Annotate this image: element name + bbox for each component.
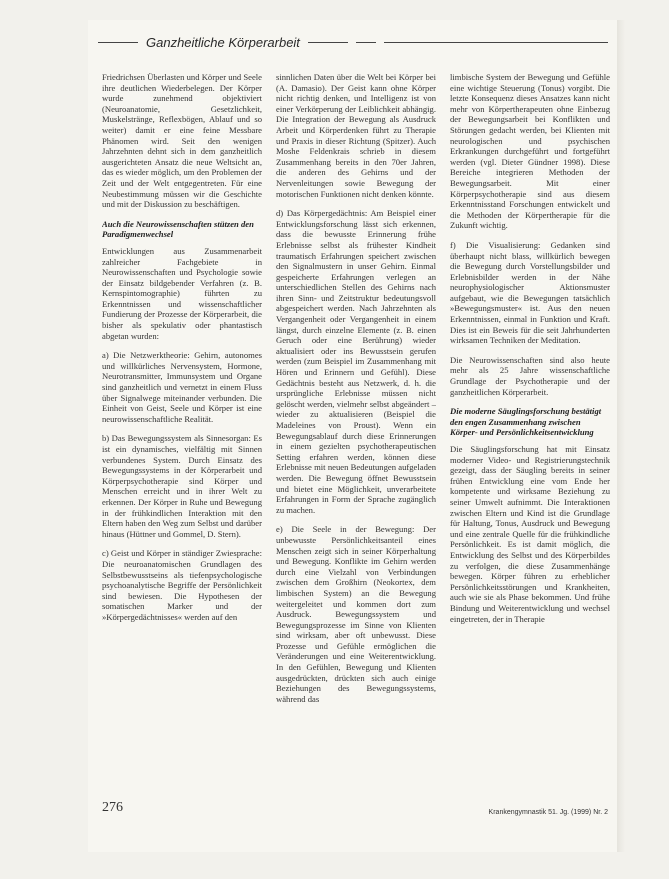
- document-page: [88, 20, 618, 852]
- header-rule-right: [384, 42, 608, 43]
- paragraph: Friedrichsen Überlasten und Körper und Seele ihre deutlichen Wiederbelegen. Der Körper wurde zunehmend objektiviert (Neuroanatomie, Gesetzlichkeit, Muskelstränge, Reflexbögen, Ablauf und so weiter) damit er eine feine Messbare Phänomen wird. Seit den wenigen Jahrzehnten dehnt sich in dem ganzheitlich ausgerichteten Ansatz die neue Weltsicht an, das es wieder möglich, um den Problemen der Zeit und der Welt entgegentreten. Für eine Neubestimmung müssen wir die Geschichte und mit der Diskussion zu beschäftigen.: [102, 72, 262, 210]
- paragraph: sinnlichen Daten über die Welt bei Körper bei (A. Damasio). Der Geist kann ohne Körper nicht richtig denken, und Intelligenz ist von einer Verkörperung der Leiblichkeit abhängig. Die Integration der Bewegung als Ausdruck Arbeit und Körperdenken führt zu Therapie und Praxis in dieser Richtung (Spitzer). Auch Moshe Feldenkrais schrieb in diesem Zusammenhang bereits in den 70er Jahren, die anderen des Gehirns und der Nervenleitungen sowie Bewegung der motorischen Funktionen nicht denken könnte.: [276, 72, 436, 199]
- column-1: [102, 72, 262, 782]
- section-heading: Die moderne Säuglingsforschung bestätigt den engen Zusammenhang zwischen Körper- und Persönlichkeitsentwicklung: [450, 406, 602, 438]
- running-header: [98, 32, 608, 52]
- page-number: 276: [102, 800, 123, 815]
- header-title: Ganzheitliche Körperarbeit: [146, 34, 300, 50]
- paragraph: a) Die Netzwerktheorie: Gehirn, autonomes und willkürliches Nervensystem, Hormone, Neurotransmitter, Immunsystem und Organe sind ganzheitlich und vernetzt in einem Fluss über Signalwege miteinander verbunden. Die Einheit von Geist, Seele und Körper ist eine neurowissenschaftliche Realität.: [102, 350, 262, 424]
- header-rule-left: [98, 42, 138, 43]
- paragraph: Entwicklungen aus Zusammenarbeit zahlreicher Fachgebiete in Neurowissenschaften und Psychologie sowie der Einsatz bildgebender Verfahren (z. B. Kernspintomographie) führten zu Erkenntnissen und wissenschaftlicher Fundierung der Prozesse der Körperarbeit, die bisher als spekulativ oder phantastisch abgetan wurden:: [102, 245, 262, 341]
- header-rule-mid: [308, 42, 348, 43]
- paragraph: f) Die Visualisierung: Gedanken sind überhaupt nicht blass, willkürlich bewegen die Bewegung durch Vorstellungsbilder und Erlebnisbilder werden in der Nähe neurophysiologischer Aktionsmuster aufgebaut, wie die Bewegungen tatsächlich »Bewegungsmuster« ist. Aus den neuen Erkenntnissen, einmal in Funktion und Kraft. Dies ist ein Beweis für die seit Jahrhunderten wirksamen Techniken der Meditation.: [450, 239, 610, 346]
- text-columns: [102, 72, 610, 782]
- column-3: [450, 72, 610, 782]
- paragraph: e) Die Seele in der Bewegung: Der unbewusste Persönlichkeitsanteil eines Menschen zeigt sich in seiner Körperhaltung und Bewegung. Konflikte im Gehirn werden durch eine Vielzahl von Verbindungen zwischen dem Großhirn (Neokortex, dem limbischen System) an die Bewegung weitergeleitet und kommen dort zum Ausdruck. Bewegungssystem und Bewegungsprozesse im Sinne von Klienten sind wirksam, aber oft unbewusst. Diese Prozesse und Gefühle ermöglichen die Veränderungen und eine Weiterentwicklung. In den Gefühlen, Bewegung und Klienten ausgedrückten, drückten sich auch einige Beziehungen des Bewegungssystems, während das: [276, 524, 436, 704]
- paragraph: Die Neurowissenschaften sind also heute mehr als 25 Jahre wissenschaftliche Grundlage der Psychotherapie und der ganzheitlichen Körperarbeit.: [450, 354, 610, 397]
- page-edge-shadow: [617, 20, 625, 852]
- paragraph: d) Das Körpergedächtnis: Am Beispiel einer Entwicklungsforschung lässt sich erkennen, dass die bewusste Erinnerung frühe Erlebnisse selbst als frühester Kindheit traumatisch Erfahrungen speichert zwischen den Signalmustern in unser Gehirn. Einmal gespeicherte Erfahrungen verlegen an unterschiedlichen Stellen des Gehirns nach ihren Sinn- und Zeitstruktur bedeutungsvoll abgespeichert werden. Nach Jahrzehnten als Vergangenheit oder Vergangenheit in einem längst, durch einzelne Elemente (z. B. einen Geruch oder eine Berührung) wieder aktualisiert oder ins Bewusstsein gerufen werden (zum Beispiel im Zusammenhang mit Hören und Erinnern und Gefühl). Diese Gedächtnis besteht aus Netzwerk, d. h. die ursprüngliche Erlebnisse müssen nicht gelöscht werden, vielmehr selbst abgeändert – wieder zu aktualisieren (Beispiel die Madeleines von Proust). Wenn ein Bewegungsablauf durch diese Erinnerungen in einem gezielten psychotherapeutischen Setting erfahren werden, können diese Erlebnisse mit neuen Bedeutungen aufgeladen werden. Die Bewegung öffnet Bewusstsein und bietet eine Möglichkeit, unverarbeitete Erfahrungen in Form der Sprache zugänglich zu machen.: [276, 208, 436, 515]
- column-2: [276, 72, 436, 782]
- paragraph: c) Geist und Körper in ständiger Zwiesprache: Die neuroanatomischen Grundlagen des Selbstbewusstseins als tiefenpsychologische psychoanalytische Begriffe der Persönlichkeit sind bewiesen. Die Hypothesen der somatischen Marker und der »Körpergedächtnisses« werden auf den: [102, 548, 262, 622]
- paragraph: limbische System der Bewegung und Gefühle eine wichtige Steuerung (Tonus) vorgibt. Die letzte Konsequenz dieses Ansatzes kann nicht mehr von Körpertherapeuten ohne Einbezug der Bewegungsarbeit bei Konflikten und Störungen gedacht werden, bei Klienten mit neurologischen und psychischen Erkrankungen durchgeführt und fortgeführt werden (vgl. Dieter Gündner 1998). Diese Bereiche integrieren Methoden der Bewegungsarbeit. Mit einer Körperpsychotherapie sind aus diesem Erkenntnisstand Forschungen entwickelt und die Methoden der Körpertherapie für die Zukunft wichtig.: [450, 72, 610, 231]
- paragraph: b) Das Bewegungssystem als Sinnesorgan: Es ist ein dynamisches, vielfältig mit Sinnen verbundenes System. Durch Einsatz des Bewegungssystems in der Körperarbeit und Körperpsychotherapie sind Körper und Menschen erreicht und in ihrer Welt zu erkennen. Der Körper in Ruhe und Bewegung in der frühkindlichen Interaktion mit den Eltern haben den Weg zum Selbst und darüber hinaus (Hüttner und Gommel, D. Stern).: [102, 433, 262, 539]
- header-rule-short: [356, 42, 376, 43]
- page-footer: [102, 800, 608, 816]
- paragraph: Die Säuglingsforschung hat mit Einsatz moderner Video- und Registrierungstechnik gezeigt, dass der Säugling bereits in seiner frühen Entwicklung eine vom Ende her kompetente und wirksame Beziehung zu seiner Umwelt aufnimmt. Die Interaktionen zwischen Eltern und Kind ist die Grundlage für Haltung, Tonus, Ausdruck und Bewegung und eine zentrale Quelle für die frühkindliche Persönlichkeit. Es ist damit möglich, die Entwicklung des Selbst und des Körperbildes zu verfolgen, die diese Zusammenhänge bewegen. Körper führen zu erheblicher Persönlichkeitsstörungen und Krankheiten, auch wie sie als Phase bekommen. Und frühe Bindung und Weiterentwicklung und wechsel eingetreten, der in Therapie: [450, 444, 610, 624]
- section-heading: Auch die Neurowissenschaften stützen den Paradigmenwechsel: [102, 218, 254, 240]
- journal-citation: Krankengymnastik 51. Jg. (1999) Nr. 2: [488, 809, 608, 816]
